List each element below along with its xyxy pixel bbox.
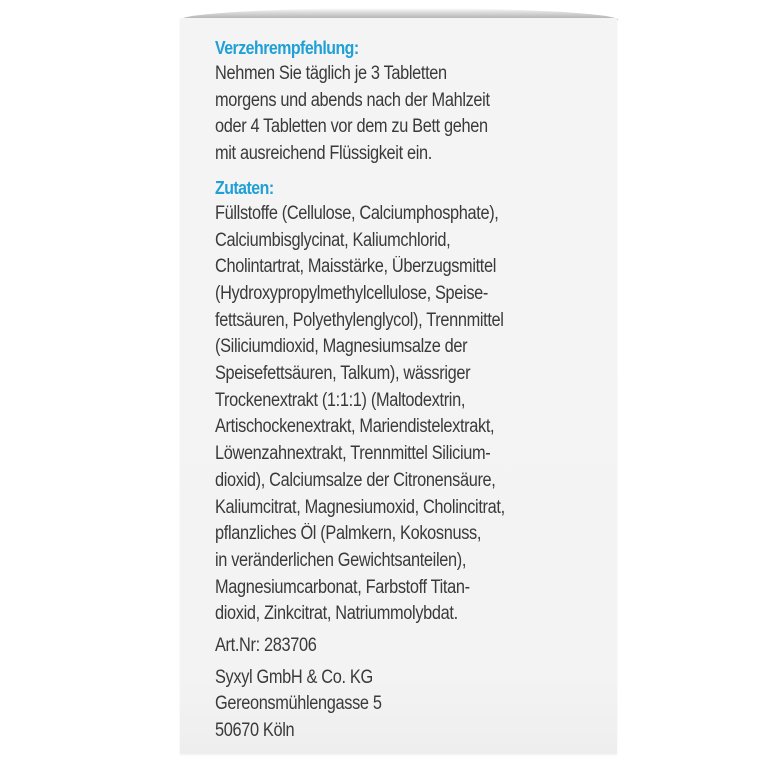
ingredients-line: Kaliumcitrat, Magnesiumoxid, Cholincitrat, [215, 496, 505, 518]
ingredients-line: Speisefettsäuren, Talkum), wässriger [215, 363, 471, 385]
dosage-line: Nehmen Sie täglich je 3 Tabletten [215, 63, 447, 84]
dosage-line: mit ausreichend Flüssigkeit ein. [215, 143, 432, 165]
ingredients-line: Calciumbisglycinat, Kaliumchlorid, [215, 229, 451, 251]
ingredients-section [215, 175, 610, 628]
ingredients-line: (Siliciumdioxid, Magnesiumsalze der [215, 336, 468, 358]
ingredients-line: in veränderlichen Gewichtsanteilen), [215, 549, 467, 571]
dosage-line: morgens und abends nach der Mahlzeit [215, 89, 490, 111]
manufacturer-name: Syxyl GmbH & Co. KG [215, 666, 373, 688]
ingredients-line: Magnesiumcarbonat, Farbstoff Titan- [215, 576, 470, 598]
ingredients-line: dioxid, Zinkcitrat, Natriummolybdat. [215, 603, 458, 625]
ingredients-line: (Hydroxypropylmethylcellulose, Speise- [215, 282, 488, 304]
ingredients-heading: Zutaten: [215, 176, 274, 198]
product-label-panel [180, 18, 617, 754]
ingredients-line: Cholintartrat, Maisstärke, Überzugsmittel [215, 256, 497, 278]
dosage-heading: Verzehrempfehlung: [215, 37, 359, 58]
ingredients-line: Trockenextrakt (1:1:1) (Maltodextrin, [215, 389, 466, 411]
ingredients-line: Löwenzahnextrakt, Trennmittel Silicium- [215, 443, 491, 465]
ingredients-line: pflanzliches Öl (Palmkern, Kokosnuss, [215, 523, 482, 545]
dosage-section [215, 35, 610, 168]
article-number: Art.Nr: 283706 [215, 635, 317, 657]
label-content [215, 35, 610, 745]
dosage-line: oder 4 Tabletten vor dem zu Bett gehen [215, 116, 488, 138]
spacer [215, 168, 610, 175]
ingredients-line: dioxid), Calciumsalze der Citronensäure, [215, 469, 496, 491]
ingredients-line: Füllstoffe (Cellulose, Calciumphosphate), [215, 202, 499, 224]
ingredients-line: fettsäuren, Polyethylenglycol), Trennmittel [215, 309, 504, 331]
manufacturer-address [215, 665, 610, 745]
manufacturer-city: 50670 Köln [215, 720, 295, 742]
manufacturer-street: Gereonsmühlengasse 5 [215, 693, 382, 715]
ingredients-line: Artischockenextrakt, Mariendistelextrakt, [215, 416, 495, 438]
